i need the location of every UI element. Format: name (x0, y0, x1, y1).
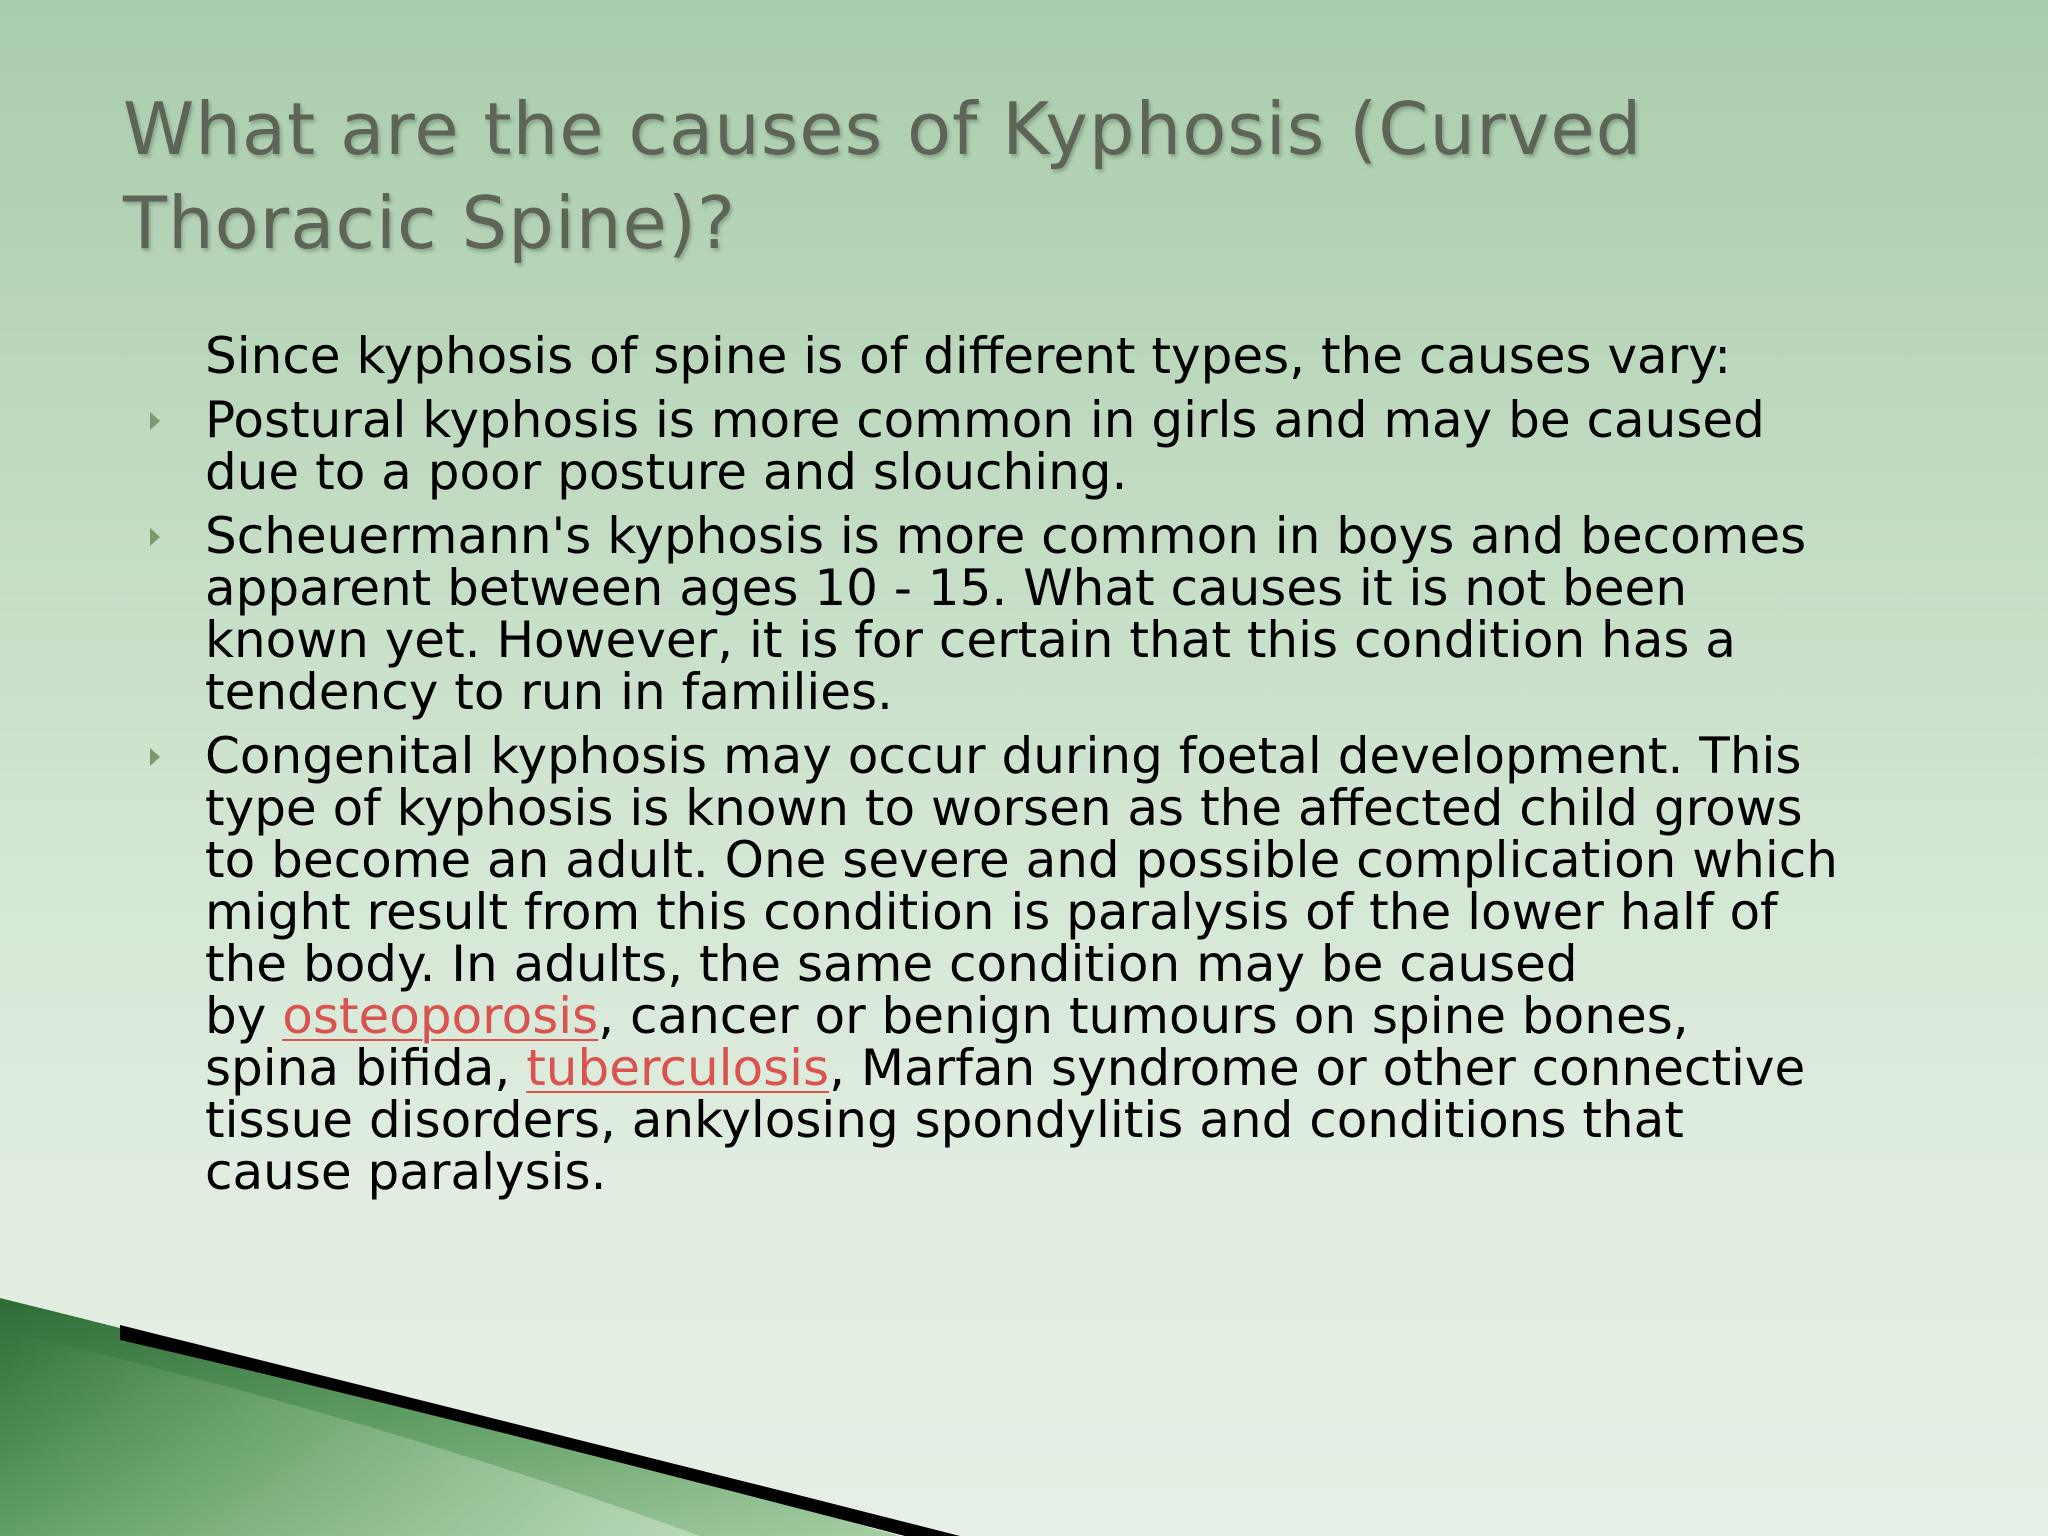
bullet-text-line: Scheuermann's kyphosis is more common in boys and becomes (205, 507, 1807, 565)
triangle-right-bullet-icon (150, 528, 160, 546)
bullet-text-line: might result from this condition is paralysis of the lower half of (205, 883, 1778, 941)
bullet-congenital-kyphosis (205, 727, 1925, 1201)
triangle-right-bullet-icon (150, 748, 160, 766)
swoosh-light-band (0, 1330, 700, 1536)
intro-text: Since kyphosis of spine is of different types, the causes vary: (205, 327, 1732, 385)
bullet-text-line: Postural kyphosis is more common in girls and may be caused (205, 391, 1765, 449)
slide-title-line: Thoracic Spine)? (123, 181, 737, 265)
bullet-scheuermann-kyphosis (205, 507, 1925, 721)
bullet-text-line: to become an adult. One severe and possible complication which (205, 831, 1838, 889)
slide-title (123, 82, 1923, 270)
bullet-text-line: Congenital kyphosis may occur during foetal development. This (205, 727, 1802, 785)
bullet-text-line: the body. In adults, the same condition may be caused (205, 935, 1578, 993)
bullet-text-line-with-link (205, 987, 1925, 1045)
text-segment: spina bifida, (205, 1039, 527, 1097)
bullet-text-line: cause paralysis. (205, 1143, 607, 1201)
bullet-list (205, 391, 1925, 1201)
bullet-text-line: type of kyphosis is known to worsen as the affected child grows (205, 779, 1803, 837)
bullet-text-line: known yet. However, it is for certain that this condition has a (205, 611, 1736, 669)
tuberculosis-link[interactable]: tuberculosis (526, 1039, 830, 1097)
bullet-text-line: due to a poor posture and slouching. (205, 443, 1128, 501)
text-segment: by (205, 987, 283, 1045)
bullet-text-line: apparent between ages 10 - 15. What causes it is not been (205, 559, 1688, 617)
text-segment: , Marfan syndrome or other connective (829, 1039, 1806, 1097)
slide-title-line: What are the causes of Kyphosis (Curved (123, 87, 1643, 171)
osteoporosis-link[interactable]: osteoporosis (282, 987, 599, 1045)
triangle-right-bullet-icon (150, 412, 160, 430)
text-segment: , cancer or benign tumours on spine bones, (598, 987, 1689, 1045)
bullet-text-line: tendency to run in families. (205, 663, 893, 721)
slide-body (205, 327, 1925, 1210)
bullet-text-line: tissue disorders, ankylosing spondylitis and conditions that (205, 1091, 1684, 1149)
bullet-text-line-with-link (205, 1039, 1925, 1097)
bullet-postural-kyphosis (205, 391, 1925, 501)
